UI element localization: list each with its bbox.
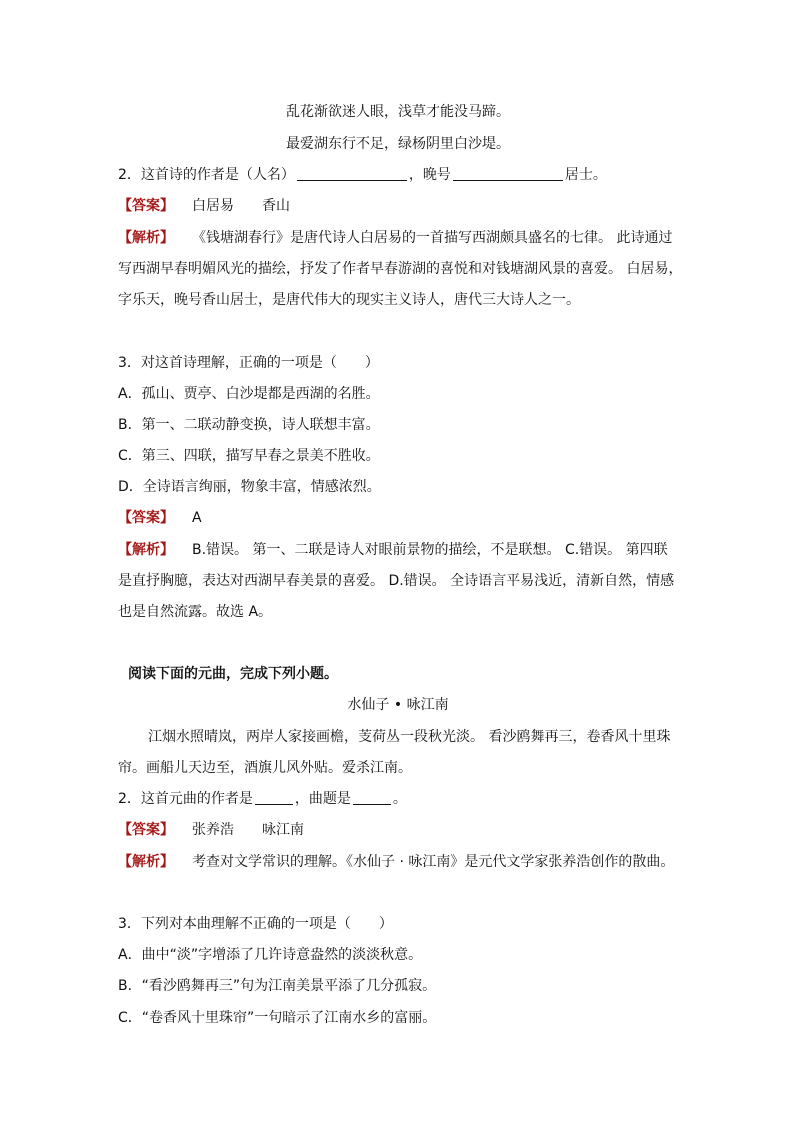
question-text: 2．这首诗的作者是（人名） [118,167,295,183]
analysis-text: 考查对文学常识的理解。《水仙子 · 咏江南》是元代文学家张养浩创作的散曲。 [192,854,675,870]
poem-text: 江烟水照晴岚，两岸人家接画檐，芰荷丛一段秋光淡。 看沙鸥舞再三，卷香风十里珠 [148,729,671,745]
analysis-row [118,540,678,560]
option-a: A．曲中“淡”字增添了几许诗意盎然的淡淡秋意。 [118,947,423,963]
question-3-stem: 3．对这首诗理解，正确的一项是（ ） [118,355,379,371]
answer-blank [453,166,563,181]
analysis-text: 《钱塘湖春行》是唐代诗人白居易的一首描写西湖颇具盛名的七律。 此诗通过 [192,230,673,246]
option-b: B．第一、二联动静变换，诗人联想丰富。 [118,417,380,433]
analysis-row [118,228,678,248]
option-c: C．“卷香风十里珠帘”一句暗示了江南水乡的富丽。 [118,1010,437,1026]
poem-line: 最爱湖东行不足，绿杨阴里白沙堤。 [286,136,510,152]
answer-tag: 【答案】 [118,822,174,838]
question-text: 2．这首元曲的作者是 [118,791,253,807]
answer-tag: 【答案】 [118,510,174,526]
analysis-tag: 【解析】 [118,854,174,870]
answer-value: 咏江南 [262,822,304,838]
question-text: ，曲题是 [294,791,351,807]
answer-row [118,508,678,528]
analysis-text: 是直抒胸臆，表达对西湖早春美景的喜爱。 D.错误。 全诗语言平易浅近，清新自然，情感 [118,573,675,589]
question-2b-stem [118,789,678,809]
answer-blank [353,790,391,805]
analysis-text: 写西湖早春明媚风光的描绘，抒发了作者早春游湖的喜悦和对钱塘湖风景的喜爱。 白居易， [118,261,683,277]
option-a: A．孤山、贾亭、白沙堤都是西湖的名胜。 [118,386,380,402]
answer-value: 香山 [262,198,290,214]
answer-blank [255,790,293,805]
question-3b-stem: 3．下列对本曲理解不正确的一项是（ ） [118,916,393,932]
question-2-stem [118,165,678,185]
answer-value: A [192,510,202,526]
analysis-row [118,852,678,872]
answer-row [118,820,678,840]
section-intro: 阅读下面的元曲，完成下列小题。 [128,666,338,682]
question-text: 。 [392,791,407,807]
analysis-tag: 【解析】 [118,230,174,246]
answer-value: 张养浩 [192,822,234,838]
analysis-text: 字乐天，晚号香山居士，是唐代伟大的现实主义诗人，唐代三大诗人之一。 [118,292,580,308]
analysis-text: B.错误。 第一、二联是诗人对眼前景物的描绘，不是联想。 C.错误。 第四联 [192,542,668,558]
analysis-text: 也是自然流露。故选 A。 [118,604,273,620]
option-c: C．第三、四联，描写早春之景美不胜收。 [118,448,380,464]
answer-tag: 【答案】 [118,198,174,214]
poem-text: 帘。画船儿天边至，酒旗儿风外贴。爱杀江南。 [118,760,412,776]
option-b: B．“看沙鸥舞再三”句为江南美景平添了几分孤寂。 [118,978,437,994]
answer-row [118,196,678,216]
analysis-tag: 【解析】 [118,542,174,558]
question-text: ，晚号 [408,167,451,183]
option-d: D．全诗语言绚丽，物象丰富，情感浓烈。 [118,479,381,495]
poem-line: 乱花渐欲迷人眼，浅草才能没马蹄。 [286,104,510,120]
poem-title: 水仙子 • 咏江南 [347,697,449,713]
answer-blank [297,166,407,181]
question-text: 居士。 [564,167,607,183]
answer-value: 白居易 [192,198,234,214]
